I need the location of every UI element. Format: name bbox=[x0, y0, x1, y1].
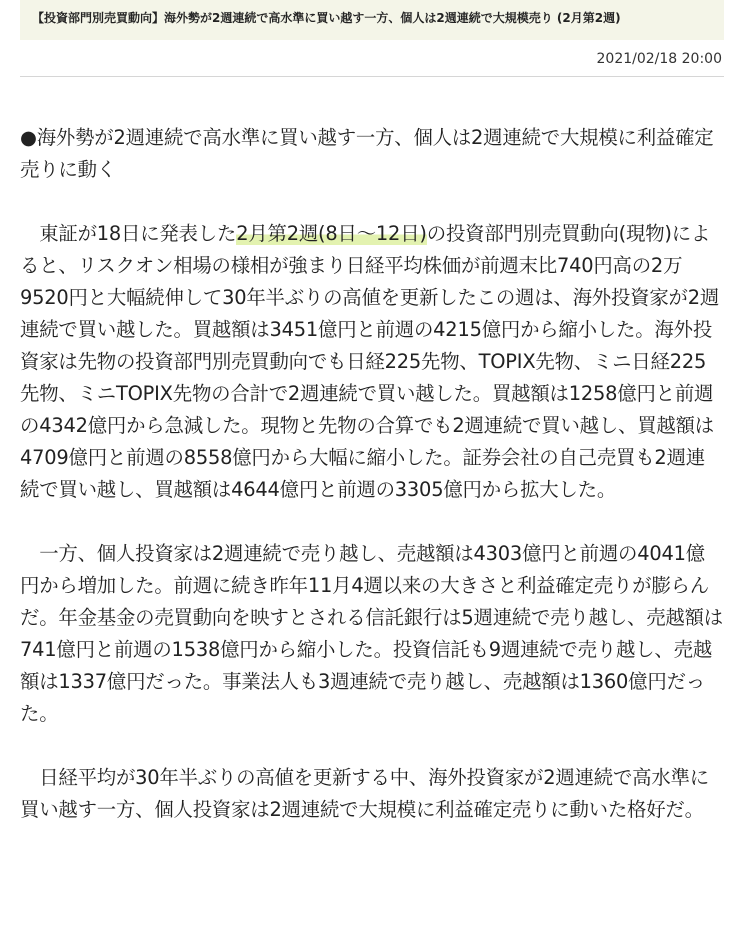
lead-paragraph: ●海外勢が2週連続で高水準に買い越す一方、個人は2週連続で大規模に利益確定売りに動く bbox=[20, 126, 714, 181]
article-body bbox=[20, 122, 724, 858]
paragraph-1-start: 東証が18日に発表した bbox=[20, 222, 237, 245]
publish-timestamp: 2021/02/18 20:00 bbox=[596, 51, 722, 67]
paragraph-2: 一方、個人投資家は2週連続で売り越し、売越額は4303億円と前週の4041億円から増加した。前週に続き昨年11月4週以来の大きさと利益確定売りが膨らんだ。年金基金の売買動向を映すとされる信託銀行は5週連続で売り越し、売越額は741億円と前週の1538億円から縮小した。投資信託も9週連続で売り越し、売越額は1337億円だった。事業法人も3週連続で売り越し、売越額は1360億円だった。 bbox=[20, 542, 723, 725]
paragraph-3: 日経平均が30年半ぶりの高値を更新する中、海外投資家が2週連続で高水準に買い越す一方、個人投資家は2週連続で大規模に利益確定売りに動いた格好だ。 bbox=[20, 766, 709, 821]
paragraph-1-rest: の投資部門別売買動向(現物)によると、リスクオン相場の様相が強まり日経平均株価が前週末比740円高の2万9520円と大幅続伸して30年半ぶりの高値を更新したこの週は、海外投資家が2週連続で買い越した。買越額は3451億円と前週の4215億円から縮小した。海外投資家は先物の投資部門別売買動向でも日経225先物、TOPIX先物、ミニ日経225先物、ミニTOPIX先物の合計で2週連続で買い越した。買越額は1258億円と前週の4342億円から急減した。現物と先物の合算でも2週連続で買い越し、買越額は4709億円と前週の8558億円から大幅に縮小した。証券会社の自己売買も2週連続で買い越し、買越額は4644億円と前週の3305億円から拡大した。 bbox=[20, 222, 720, 501]
paragraph-1 bbox=[20, 218, 724, 506]
highlighted-period: 2月第2週(8日～12日) bbox=[236, 222, 427, 245]
divider bbox=[20, 76, 724, 77]
article-headline: 【投資部門別売買動向】海外勢が2週連続で高水準に買い越す一方、個人は2週連続で大規模売り (2月第2週) bbox=[20, 0, 724, 40]
